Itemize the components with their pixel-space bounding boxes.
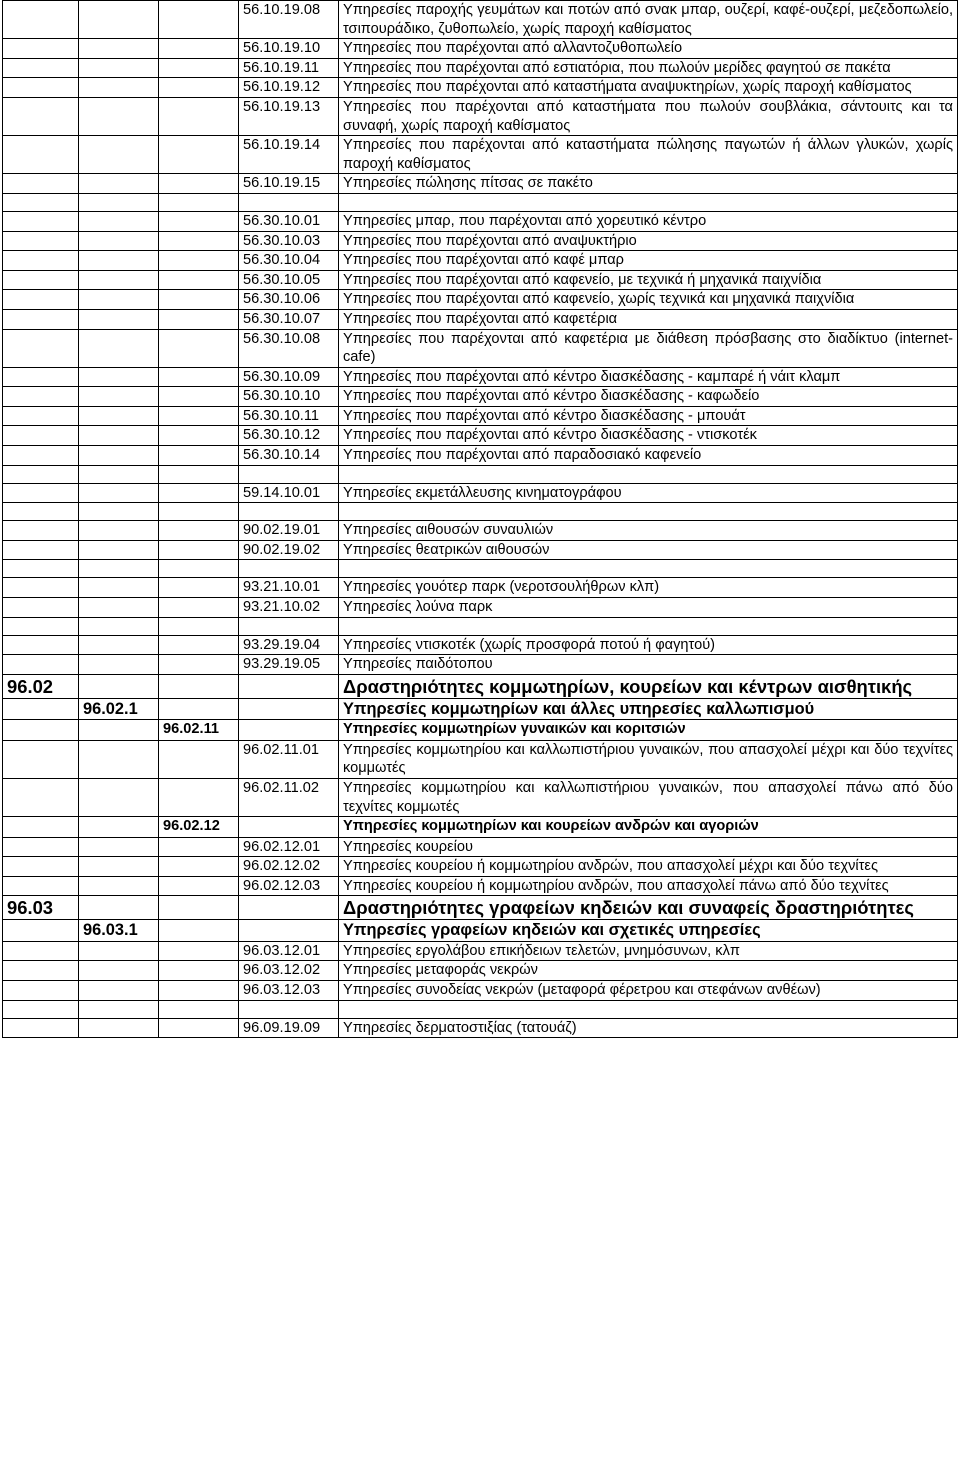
empty-cell	[79, 1000, 159, 1018]
empty-cell	[3, 290, 79, 310]
activity-description: Υπηρεσίες που παρέχονται από κέντρο διασκέδασης - καμπαρέ ή νάιτ κλαμπ	[339, 367, 958, 387]
spacer-row	[3, 193, 958, 211]
empty-cell	[3, 980, 79, 1000]
empty-cell	[159, 426, 239, 446]
empty-cell	[239, 920, 339, 942]
empty-cell	[79, 961, 159, 981]
empty-cell	[79, 980, 159, 1000]
empty-cell	[239, 674, 339, 698]
activity-code: 96.03.12.01	[239, 941, 339, 961]
empty-cell	[79, 674, 159, 698]
empty-cell	[79, 521, 159, 541]
empty-cell	[3, 598, 79, 618]
empty-cell	[159, 309, 239, 329]
activity-code: 56.30.10.11	[239, 406, 339, 426]
empty-cell	[3, 961, 79, 981]
empty-cell	[159, 465, 239, 483]
empty-cell	[159, 674, 239, 698]
activity-code: 96.03.1	[79, 920, 159, 942]
empty-cell	[79, 941, 159, 961]
activity-code: 96.02.11.01	[239, 740, 339, 778]
empty-cell	[159, 896, 239, 920]
empty-cell	[79, 78, 159, 98]
empty-cell	[3, 270, 79, 290]
activity-code: 56.30.10.06	[239, 290, 339, 310]
activity-code: 93.29.19.04	[239, 635, 339, 655]
table-row	[3, 837, 958, 857]
empty-cell	[159, 598, 239, 618]
empty-cell	[159, 211, 239, 231]
empty-cell	[3, 329, 79, 367]
empty-cell	[79, 270, 159, 290]
empty-cell	[3, 211, 79, 231]
table-row	[3, 231, 958, 251]
table-row	[3, 521, 958, 541]
empty-cell	[159, 387, 239, 407]
activity-description: Υπηρεσίες συνοδείας νεκρών (μεταφορά φέρετρου και στεφάνων ανθέων)	[339, 980, 958, 1000]
activity-code: 96.03.12.02	[239, 961, 339, 981]
table-row	[3, 426, 958, 446]
empty-cell	[79, 426, 159, 446]
activity-code: 56.10.19.12	[239, 78, 339, 98]
empty-cell	[239, 193, 339, 211]
empty-cell	[79, 290, 159, 310]
empty-cell	[339, 465, 958, 483]
activity-description: Υπηρεσίες κουρείου	[339, 837, 958, 857]
activity-code: 56.10.19.15	[239, 174, 339, 194]
activity-code: 93.21.10.01	[239, 578, 339, 598]
empty-cell	[159, 540, 239, 560]
activity-code: 56.30.10.04	[239, 251, 339, 271]
empty-cell	[3, 406, 79, 426]
empty-cell	[3, 720, 79, 740]
table-row	[3, 446, 958, 466]
activity-code: 96.02	[3, 674, 79, 698]
activity-description: Υπηρεσίες που παρέχονται από κέντρο διασκέδασης - μπουάτ	[339, 406, 958, 426]
activity-description: Υπηρεσίες παιδότοπου	[339, 655, 958, 675]
empty-cell	[3, 387, 79, 407]
activity-description: Υπηρεσίες παροχής γευμάτων και ποτών από σνακ μπαρ, ουζερί, καφέ-ουζερί, μεζεδοπωλείο, τσιπουράδικο, ζυθοπωλείο, χωρίς παροχή καθίσματος	[339, 1, 958, 39]
category-row-lv3	[3, 720, 958, 740]
empty-cell	[79, 251, 159, 271]
category-row-lv1	[3, 896, 958, 920]
activity-code: 96.03.12.03	[239, 980, 339, 1000]
activity-description: Υπηρεσίες που παρέχονται από αλλαντοζυθοπωλείο	[339, 39, 958, 59]
empty-cell	[339, 503, 958, 521]
activity-code: 93.29.19.05	[239, 655, 339, 675]
empty-cell	[159, 446, 239, 466]
empty-cell	[159, 980, 239, 1000]
empty-cell	[159, 367, 239, 387]
category-row-lv2	[3, 698, 958, 720]
empty-cell	[79, 387, 159, 407]
table-row	[3, 251, 958, 271]
activity-description: Υπηρεσίες κομμωτηρίων και κουρείων ανδρών και αγοριών	[339, 817, 958, 837]
activity-description: Υπηρεσίες που παρέχονται από καφενείο, χωρίς τεχνικά και μηχανικά παιχνίδια	[339, 290, 958, 310]
empty-cell	[79, 655, 159, 675]
empty-cell	[159, 290, 239, 310]
activity-code: 59.14.10.01	[239, 483, 339, 503]
spacer-row	[3, 1000, 958, 1018]
empty-cell	[159, 78, 239, 98]
activity-description: Υπηρεσίες που παρέχονται από καταστήματα πώλησης παγωτών ή άλλων γλυκών, χωρίς παροχή καθίσματος	[339, 136, 958, 174]
empty-cell	[79, 896, 159, 920]
empty-cell	[239, 720, 339, 740]
empty-cell	[159, 655, 239, 675]
category-row-lv3	[3, 817, 958, 837]
empty-cell	[159, 778, 239, 816]
empty-cell	[239, 560, 339, 578]
activity-code: 56.10.19.10	[239, 39, 339, 59]
empty-cell	[159, 961, 239, 981]
empty-cell	[159, 231, 239, 251]
empty-cell	[239, 698, 339, 720]
activity-description: Υπηρεσίες που παρέχονται από αναψυκτήριο	[339, 231, 958, 251]
empty-cell	[3, 578, 79, 598]
empty-cell	[159, 251, 239, 271]
empty-cell	[159, 1000, 239, 1018]
empty-cell	[159, 740, 239, 778]
empty-cell	[79, 1, 159, 39]
activity-description: Υπηρεσίες δερματοστιξίας (τατουάζ)	[339, 1018, 958, 1038]
empty-cell	[79, 483, 159, 503]
table-row	[3, 1, 958, 39]
table-row	[3, 635, 958, 655]
empty-cell	[79, 876, 159, 896]
activity-description: Υπηρεσίες θεατρικών αιθουσών	[339, 540, 958, 560]
empty-cell	[239, 1000, 339, 1018]
table-row	[3, 329, 958, 367]
empty-cell	[339, 193, 958, 211]
empty-cell	[159, 270, 239, 290]
activity-description: Υπηρεσίες που παρέχονται από καφετέρια	[339, 309, 958, 329]
empty-cell	[239, 817, 339, 837]
activity-description: Υπηρεσίες που παρέχονται από κέντρο διασκέδασης - καφωδείο	[339, 387, 958, 407]
activity-code: 56.30.10.03	[239, 231, 339, 251]
empty-cell	[79, 406, 159, 426]
activity-code: 96.03	[3, 896, 79, 920]
table-row	[3, 740, 958, 778]
empty-cell	[3, 251, 79, 271]
activity-code: 96.02.12.03	[239, 876, 339, 896]
spacer-row	[3, 617, 958, 635]
empty-cell	[159, 1018, 239, 1038]
empty-cell	[3, 857, 79, 877]
activity-code: 56.10.19.11	[239, 58, 339, 78]
empty-cell	[79, 598, 159, 618]
table-row	[3, 97, 958, 135]
empty-cell	[159, 1, 239, 39]
empty-cell	[3, 920, 79, 942]
empty-cell	[3, 540, 79, 560]
empty-cell	[159, 698, 239, 720]
activity-description: Υπηρεσίες που παρέχονται από κέντρο διασκέδασης - ντισκοτέκ	[339, 426, 958, 446]
empty-cell	[79, 540, 159, 560]
empty-cell	[79, 231, 159, 251]
empty-cell	[79, 367, 159, 387]
empty-cell	[79, 446, 159, 466]
empty-cell	[159, 483, 239, 503]
empty-cell	[159, 329, 239, 367]
empty-cell	[3, 1000, 79, 1018]
empty-cell	[3, 309, 79, 329]
empty-cell	[159, 193, 239, 211]
activity-description: Υπηρεσίες κομμωτηρίων και άλλες υπηρεσίες καλλωπισμού	[339, 698, 958, 720]
empty-cell	[79, 778, 159, 816]
empty-cell	[79, 97, 159, 135]
table-row	[3, 387, 958, 407]
empty-cell	[159, 560, 239, 578]
empty-cell	[3, 560, 79, 578]
empty-cell	[79, 174, 159, 194]
activity-description: Υπηρεσίες πώλησης πίτσας σε πακέτο	[339, 174, 958, 194]
activity-description: Υπηρεσίες κουρείου ή κομμωτηρίου ανδρών, που απασχολεί μέχρι και δύο τεχνίτες	[339, 857, 958, 877]
activity-code: 56.10.19.13	[239, 97, 339, 135]
empty-cell	[79, 503, 159, 521]
empty-cell	[3, 426, 79, 446]
activity-description: Υπηρεσίες κουρείου ή κομμωτηρίου ανδρών, που απασχολεί πάνω από δύο τεχνίτες	[339, 876, 958, 896]
table-row	[3, 578, 958, 598]
empty-cell	[3, 136, 79, 174]
activity-code: 56.30.10.09	[239, 367, 339, 387]
activity-description: Υπηρεσίες που παρέχονται από καταστήματα αναψυκτηρίων, χωρίς παροχή καθίσματος	[339, 78, 958, 98]
activity-code: 96.02.11	[159, 720, 239, 740]
activity-description: Υπηρεσίες που παρέχονται από καφετέρια με διάθεση πρόσβασης στο διαδίκτυο (internet-cafe)	[339, 329, 958, 367]
activity-code: 56.10.19.08	[239, 1, 339, 39]
activity-description: Υπηρεσίες γουότερ παρκ (νεροτσουλήθρων κλπ)	[339, 578, 958, 598]
activity-description: Υπηρεσίες που παρέχονται από καφενείο, με τεχνικά ή μηχανικά παιχνίδια	[339, 270, 958, 290]
table-row	[3, 270, 958, 290]
empty-cell	[239, 617, 339, 635]
table-row	[3, 136, 958, 174]
empty-cell	[3, 817, 79, 837]
spacer-row	[3, 465, 958, 483]
empty-cell	[79, 211, 159, 231]
empty-cell	[339, 1000, 958, 1018]
empty-cell	[159, 174, 239, 194]
activity-code: 96.02.1	[79, 698, 159, 720]
activity-description: Υπηρεσίες αιθουσών συναυλιών	[339, 521, 958, 541]
activity-code: 96.09.19.09	[239, 1018, 339, 1038]
table-row	[3, 655, 958, 675]
empty-cell	[159, 837, 239, 857]
table-row	[3, 39, 958, 59]
empty-cell	[3, 740, 79, 778]
activity-description: Υπηρεσίες εκμετάλλευσης κινηματογράφου	[339, 483, 958, 503]
empty-cell	[79, 329, 159, 367]
table-row	[3, 598, 958, 618]
empty-cell	[3, 698, 79, 720]
category-row-lv1	[3, 674, 958, 698]
empty-cell	[3, 97, 79, 135]
table-row	[3, 290, 958, 310]
empty-cell	[79, 58, 159, 78]
activity-description: Υπηρεσίες μπαρ, που παρέχονται από χορευτικό κέντρο	[339, 211, 958, 231]
empty-cell	[79, 136, 159, 174]
empty-cell	[79, 635, 159, 655]
activity-description: Υπηρεσίες που παρέχονται από εστιατόρια, που πωλούν μερίδες φαγητού σε πακέτα	[339, 58, 958, 78]
activity-code: 96.02.12	[159, 817, 239, 837]
empty-cell	[3, 58, 79, 78]
activity-description: Υπηρεσίες κομμωτηρίων γυναικών και κοριτσιών	[339, 720, 958, 740]
empty-cell	[3, 876, 79, 896]
empty-cell	[3, 446, 79, 466]
empty-cell	[159, 920, 239, 942]
empty-cell	[79, 193, 159, 211]
table-body	[3, 1, 958, 1038]
table-row	[3, 540, 958, 560]
empty-cell	[239, 465, 339, 483]
activity-description: Υπηρεσίες που παρέχονται από καφέ μπαρ	[339, 251, 958, 271]
table-row	[3, 78, 958, 98]
activity-code: 96.02.12.01	[239, 837, 339, 857]
empty-cell	[239, 503, 339, 521]
activity-description: Υπηρεσίες λούνα παρκ	[339, 598, 958, 618]
empty-cell	[3, 39, 79, 59]
empty-cell	[239, 896, 339, 920]
empty-cell	[159, 406, 239, 426]
empty-cell	[159, 941, 239, 961]
empty-cell	[79, 39, 159, 59]
empty-cell	[3, 521, 79, 541]
empty-cell	[3, 503, 79, 521]
empty-cell	[79, 837, 159, 857]
activity-description: Υπηρεσίες κομμωτηρίου και καλλωπιστήριου γυναικών, που απασχολεί μέχρι και δύο τεχνίτες κομμωτές	[339, 740, 958, 778]
activity-code: 96.02.11.02	[239, 778, 339, 816]
empty-cell	[159, 503, 239, 521]
empty-cell	[79, 465, 159, 483]
activity-code: 56.30.10.12	[239, 426, 339, 446]
empty-cell	[3, 1, 79, 39]
activity-code: 93.21.10.02	[239, 598, 339, 618]
activity-description: Υπηρεσίες κομμωτηρίου και καλλωπιστήριου γυναικών, που απασχολεί πάνω από δύο τεχνίτες κομμωτές	[339, 778, 958, 816]
empty-cell	[159, 58, 239, 78]
activity-description: Υπηρεσίες που παρέχονται από παραδοσιακό καφενείο	[339, 446, 958, 466]
empty-cell	[79, 560, 159, 578]
table-row	[3, 857, 958, 877]
table-row	[3, 778, 958, 816]
empty-cell	[159, 876, 239, 896]
empty-cell	[3, 465, 79, 483]
activity-description: Υπηρεσίες εργολάβου επικήδειων τελετών, μνημόσυνων, κλπ	[339, 941, 958, 961]
table-row	[3, 483, 958, 503]
empty-cell	[159, 39, 239, 59]
empty-cell	[3, 655, 79, 675]
empty-cell	[79, 1018, 159, 1038]
category-row-lv2	[3, 920, 958, 942]
spacer-row	[3, 503, 958, 521]
empty-cell	[3, 174, 79, 194]
empty-cell	[3, 193, 79, 211]
empty-cell	[159, 635, 239, 655]
empty-cell	[79, 617, 159, 635]
activity-description: Υπηρεσίες γραφείων κηδειών και σχετικές υπηρεσίες	[339, 920, 958, 942]
table-row	[3, 309, 958, 329]
activity-codes-table	[2, 0, 958, 1038]
activity-code: 56.10.19.14	[239, 136, 339, 174]
empty-cell	[3, 367, 79, 387]
empty-cell	[79, 817, 159, 837]
empty-cell	[3, 1018, 79, 1038]
empty-cell	[159, 578, 239, 598]
table-row	[3, 406, 958, 426]
empty-cell	[3, 78, 79, 98]
empty-cell	[3, 941, 79, 961]
empty-cell	[3, 231, 79, 251]
empty-cell	[339, 617, 958, 635]
table-row	[3, 58, 958, 78]
empty-cell	[3, 778, 79, 816]
table-row	[3, 980, 958, 1000]
table-row	[3, 174, 958, 194]
activity-code: 56.30.10.01	[239, 211, 339, 231]
activity-code: 56.30.10.05	[239, 270, 339, 290]
empty-cell	[3, 837, 79, 857]
spacer-row	[3, 560, 958, 578]
empty-cell	[79, 740, 159, 778]
activity-code: 90.02.19.02	[239, 540, 339, 560]
table-row	[3, 211, 958, 231]
empty-cell	[3, 617, 79, 635]
empty-cell	[339, 560, 958, 578]
activity-description: Υπηρεσίες ντισκοτέκ (χωρίς προσφορά ποτού ή φαγητού)	[339, 635, 958, 655]
activity-description: Υπηρεσίες που παρέχονται από καταστήματα που πωλούν σουβλάκια, σάντουιτς και τα συναφή, χωρίς παροχή καθίσματος	[339, 97, 958, 135]
empty-cell	[159, 857, 239, 877]
empty-cell	[159, 97, 239, 135]
activity-description: Υπηρεσίες μεταφοράς νεκρών	[339, 961, 958, 981]
activity-code: 56.30.10.08	[239, 329, 339, 367]
activity-code: 56.30.10.07	[239, 309, 339, 329]
table-row	[3, 367, 958, 387]
table-row	[3, 876, 958, 896]
empty-cell	[79, 578, 159, 598]
empty-cell	[79, 309, 159, 329]
table-row	[3, 961, 958, 981]
empty-cell	[79, 720, 159, 740]
activity-code: 56.30.10.14	[239, 446, 339, 466]
empty-cell	[159, 617, 239, 635]
empty-cell	[79, 857, 159, 877]
activity-description: Δραστηριότητες κομμωτηρίων, κουρείων και κέντρων αισθητικής	[339, 674, 958, 698]
activity-description: Δραστηριότητες γραφείων κηδειών και συναφείς δραστηριότητες	[339, 896, 958, 920]
empty-cell	[159, 521, 239, 541]
empty-cell	[3, 635, 79, 655]
table-row	[3, 1018, 958, 1038]
activity-code: 96.02.12.02	[239, 857, 339, 877]
activity-code: 90.02.19.01	[239, 521, 339, 541]
activity-code: 56.30.10.10	[239, 387, 339, 407]
empty-cell	[3, 483, 79, 503]
empty-cell	[159, 136, 239, 174]
table-row	[3, 941, 958, 961]
